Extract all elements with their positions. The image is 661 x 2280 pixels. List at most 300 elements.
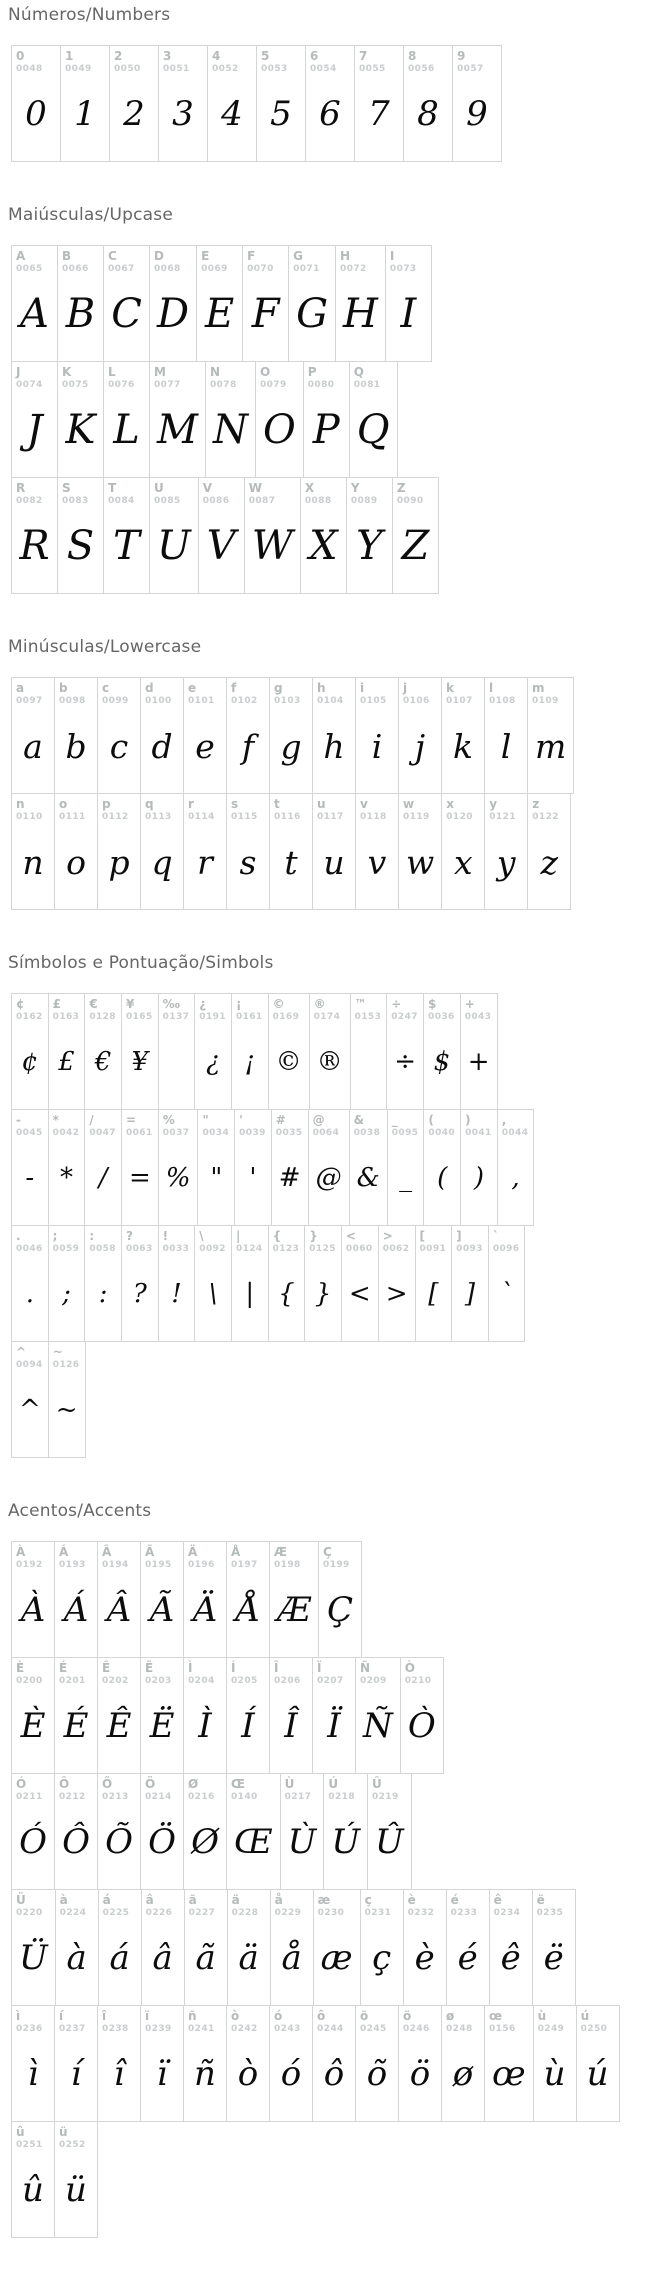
cell-labels <box>269 1226 305 1255</box>
cell-glyph-preview: t <box>284 842 298 882</box>
glyph-cell <box>446 1889 490 2006</box>
cell-glyph-box <box>12 391 57 477</box>
cell-character-label: E <box>201 249 210 263</box>
cell-glyph-box <box>85 1255 121 1341</box>
cell-glyph-box <box>99 1919 141 2005</box>
cell-unicode-code: 0053 <box>261 64 288 74</box>
cell-glyph-preview: ; <box>62 1279 71 1309</box>
cell-labels <box>195 994 231 1023</box>
cell-labels <box>461 994 497 1023</box>
cell-glyph-box <box>368 1803 411 1889</box>
cell-unicode-code: 0241 <box>188 2024 215 2034</box>
cell-glyph-box <box>159 75 207 161</box>
cell-glyph-box <box>232 1255 268 1341</box>
cell-glyph-preview: K <box>65 407 96 453</box>
cell-unicode-code: 0091 <box>419 1244 447 1254</box>
glyph-cell <box>103 477 150 594</box>
cell-labels <box>368 1774 411 1803</box>
cell-labels <box>150 478 198 507</box>
cell-glyph-box <box>12 1571 54 1657</box>
cell-labels <box>453 46 501 75</box>
cell-character-label: ¢ <box>16 997 25 1011</box>
cell-glyph-preview: ' <box>249 1163 257 1193</box>
cell-labels <box>12 1226 48 1255</box>
cell-glyph-box <box>110 75 158 161</box>
cell-glyph-box <box>404 75 452 161</box>
glyph-cell <box>121 1225 159 1342</box>
cell-character-label: K <box>62 365 72 379</box>
glyph-cell <box>183 1657 227 1774</box>
glyph-cell <box>349 361 398 478</box>
cell-glyph-box <box>228 1919 270 2005</box>
cell-glyph-box <box>150 391 205 477</box>
cell-unicode-code: 0042 <box>52 1128 80 1138</box>
cell-character-label: ¿ <box>199 997 207 1011</box>
cell-labels <box>528 794 570 823</box>
cell-unicode-code: 0237 <box>59 2024 86 2034</box>
cell-unicode-code: 0194 <box>102 1560 129 1570</box>
cell-glyph-preview: å <box>281 1938 302 1978</box>
cell-glyph-preview: ¢ <box>21 1047 39 1077</box>
cell-labels <box>159 46 207 75</box>
cell-glyph-box <box>534 2035 576 2121</box>
cell-glyph-box <box>309 1139 349 1225</box>
cell-glyph-box <box>401 1687 443 1773</box>
cell-glyph-box <box>271 1919 313 2005</box>
cell-labels <box>55 2122 97 2151</box>
cell-unicode-code: 0067 <box>108 264 135 274</box>
glyph-cell <box>183 2005 227 2122</box>
cell-character-label: Ø <box>188 1777 199 1791</box>
cell-labels <box>141 1658 183 1687</box>
cell-glyph-box <box>350 1139 387 1225</box>
glyph-cell <box>226 1773 281 1890</box>
cell-unicode-code: 0065 <box>16 264 43 274</box>
cell-unicode-code: 0209 <box>360 1676 387 1686</box>
glyph-cell <box>48 1341 86 1458</box>
cell-unicode-code: 0114 <box>188 812 215 822</box>
cell-character-label: j <box>403 681 408 695</box>
glyph-cell <box>231 1225 269 1342</box>
cell-glyph-preview: Á <box>63 1590 89 1630</box>
cell-character-label: { <box>272 1229 282 1243</box>
cell-character-label: P <box>307 365 317 379</box>
cell-labels <box>314 1890 360 1919</box>
cell-labels <box>304 362 349 391</box>
glyph-cell <box>346 477 393 594</box>
glyph-cell <box>140 1541 184 1658</box>
cell-unicode-code: 0092 <box>199 1244 226 1254</box>
glyph-cell <box>398 793 442 910</box>
cell-glyph-preview: æ <box>320 1938 353 1978</box>
cell-glyph-box <box>12 1371 48 1457</box>
cell-unicode-code: 0251 <box>16 2140 43 2150</box>
cell-labels <box>55 678 97 707</box>
glyph-cell <box>11 1341 49 1458</box>
cell-glyph-box <box>227 1687 269 1773</box>
cell-character-label: # <box>275 1113 286 1127</box>
cell-glyph-box <box>98 707 140 793</box>
cell-labels <box>485 2006 533 2035</box>
cell-labels <box>55 2006 97 2035</box>
cell-glyph-preview: o <box>66 842 86 882</box>
glyph-cell <box>308 1109 350 1226</box>
cell-glyph-preview: / <box>98 1163 108 1193</box>
cell-unicode-code: 0063 <box>125 1244 153 1254</box>
cell-character-label: õ <box>360 2009 369 2023</box>
cell-glyph-preview: f <box>241 726 255 766</box>
cell-unicode-code: 0228 <box>231 1908 259 1918</box>
cell-unicode-code: 0214 <box>145 1792 172 1802</box>
cell-character-label: Ò <box>404 1661 415 1675</box>
cell-glyph-preview: G <box>296 291 329 337</box>
cell-unicode-code: 0232 <box>407 1908 435 1918</box>
cell-labels <box>184 2006 226 2035</box>
cell-glyph-box <box>227 823 269 909</box>
cell-labels <box>388 1110 424 1139</box>
cell-glyph-box <box>12 507 57 593</box>
cell-glyph-box <box>150 507 198 593</box>
cell-glyph-preview: 5 <box>270 94 292 134</box>
cell-glyph-box <box>379 1255 415 1341</box>
cell-unicode-code: 0140 <box>231 1792 258 1802</box>
cell-character-label: ô <box>317 2009 326 2023</box>
cell-glyph-preview: ü <box>65 2170 87 2210</box>
cell-labels <box>197 246 242 275</box>
glyph-cell <box>280 1773 325 1890</box>
cell-glyph-preview: h <box>323 726 345 766</box>
glyph-cell <box>312 793 356 910</box>
glyph-cell <box>54 793 98 910</box>
glyph-row <box>11 1341 661 1458</box>
cell-unicode-code: 0118 <box>360 812 387 822</box>
cell-character-label: 9 <box>457 49 466 63</box>
cell-glyph-preview: Œ <box>234 1822 273 1862</box>
cell-glyph-box <box>195 1023 231 1109</box>
glyph-cell <box>97 1773 141 1890</box>
cell-unicode-code: 0082 <box>16 496 43 506</box>
cell-glyph-preview: 4 <box>221 94 243 134</box>
cell-glyph-box <box>306 75 354 161</box>
cell-character-label: " <box>202 1113 209 1127</box>
cell-unicode-code: 0239 <box>145 2024 172 2034</box>
cell-glyph-preview: ä <box>238 1938 259 1978</box>
cell-glyph-box <box>310 1023 350 1109</box>
cell-unicode-code: 0238 <box>102 2024 129 2034</box>
glyph-cell <box>234 1109 272 1226</box>
glyph-cell <box>97 1541 141 1658</box>
cell-glyph-preview: è <box>414 1938 435 1978</box>
cell-glyph-preview: y <box>496 842 516 882</box>
cell-character-label: 5 <box>261 49 270 63</box>
cell-character-label: Û <box>371 1777 382 1791</box>
cell-character-label: X <box>304 481 315 495</box>
cell-unicode-code: 0207 <box>317 1676 344 1686</box>
cell-unicode-code: 0055 <box>359 64 386 74</box>
cell-labels <box>141 794 183 823</box>
glyph-cell <box>532 1889 576 2006</box>
cell-glyph-box <box>313 1687 355 1773</box>
cell-character-label: u <box>317 797 326 811</box>
cell-glyph-box <box>533 1919 575 2005</box>
glyph-cell <box>533 2005 577 2122</box>
cell-glyph-preview: Ê <box>106 1706 132 1746</box>
cell-unicode-code: 0120 <box>446 812 473 822</box>
cell-unicode-code: 0064 <box>312 1128 340 1138</box>
cell-character-label: i <box>360 681 365 695</box>
cell-glyph-preview: r <box>197 842 213 882</box>
cell-unicode-code: 0169 <box>272 1012 300 1022</box>
cell-labels <box>55 1542 97 1571</box>
cell-glyph-preview: S <box>66 523 95 569</box>
glyph-cell <box>527 793 571 910</box>
cell-character-label: ) <box>465 1113 471 1127</box>
cell-glyph-box <box>490 1919 532 2005</box>
glyph-cell <box>323 1773 368 1890</box>
cell-glyph-preview: v <box>367 842 387 882</box>
cell-glyph-preview: U <box>157 523 191 569</box>
cell-glyph-preview: ¥ <box>131 1047 149 1077</box>
glyph-cell <box>355 677 399 794</box>
cell-glyph-preview: q <box>151 842 173 882</box>
cell-glyph-box <box>159 1139 198 1225</box>
glyph-row <box>11 1541 661 1658</box>
cell-glyph-preview: Ö <box>148 1822 176 1862</box>
glyph-cell <box>194 993 232 1110</box>
glyph-cell <box>57 361 104 478</box>
cell-glyph-preview: Ú <box>331 1822 360 1862</box>
cell-labels <box>528 678 573 707</box>
cell-glyph-preview: N <box>212 407 248 453</box>
cell-labels <box>424 994 460 1023</box>
cell-glyph-preview: ? <box>132 1279 147 1309</box>
glyph-cell <box>198 477 245 594</box>
cell-character-label: Y <box>350 481 360 495</box>
cell-glyph-box <box>12 1919 55 2005</box>
glyph-cell <box>60 45 110 162</box>
cell-glyph-box <box>528 823 570 909</box>
cell-glyph-preview: $ <box>433 1047 451 1077</box>
cell-labels <box>256 362 303 391</box>
cell-labels <box>442 678 484 707</box>
cell-glyph-preview: F <box>251 291 280 337</box>
cell-character-label: î <box>102 2009 107 2023</box>
cell-glyph-box <box>442 707 484 793</box>
cell-unicode-code: 0100 <box>145 696 172 706</box>
glyph-cell <box>207 45 257 162</box>
cell-glyph-preview: " <box>210 1163 223 1193</box>
cell-glyph-preview: 1 <box>74 94 96 134</box>
cell-glyph-box <box>232 1023 268 1109</box>
cell-unicode-code: 0080 <box>307 380 335 390</box>
glyph-row <box>11 1657 661 1774</box>
cell-character-label: ] <box>456 1229 462 1243</box>
cell-character-label: e <box>188 681 197 695</box>
cell-character-label: = <box>125 1113 137 1127</box>
cell-glyph-box <box>55 2035 97 2121</box>
cell-unicode-code: 0105 <box>360 696 387 706</box>
section-numbers <box>8 4 661 162</box>
cell-unicode-code: 0122 <box>532 812 559 822</box>
cell-labels <box>122 1110 158 1139</box>
cell-labels <box>351 994 387 1023</box>
glyph-row <box>11 361 661 478</box>
cell-character-label: s <box>231 797 239 811</box>
glyph-cell <box>11 1773 55 1890</box>
glyph-cell <box>54 1773 98 1890</box>
glyph-cell <box>441 793 485 910</box>
section-title-accents: Acentos/Accents <box>8 1501 152 1521</box>
cell-labels <box>55 1658 97 1687</box>
cell-glyph-preview: P <box>312 407 340 453</box>
cell-glyph-box <box>453 75 501 161</box>
cell-unicode-code: 0116 <box>274 812 301 822</box>
cell-glyph-box <box>235 1139 271 1225</box>
cell-labels <box>356 2006 398 2035</box>
cell-character-label: é <box>450 1893 459 1907</box>
cell-glyph-preview: Ç <box>327 1590 354 1630</box>
cell-labels <box>12 1658 54 1687</box>
cell-labels <box>232 994 268 1023</box>
cell-unicode-code: 0081 <box>353 380 381 390</box>
cell-labels <box>12 2006 54 2035</box>
cell-labels <box>442 794 484 823</box>
cell-glyph-box <box>313 2035 355 2121</box>
cell-labels <box>12 1342 48 1371</box>
cell-glyph-preview: C <box>111 291 142 337</box>
cell-labels <box>301 478 346 507</box>
cell-labels <box>208 46 256 75</box>
glyph-cell <box>484 793 528 910</box>
cell-character-label: ? <box>125 1229 133 1243</box>
glyph-cell <box>54 1541 98 1658</box>
glyph-cell <box>226 1657 270 1774</box>
cell-labels <box>356 1658 400 1687</box>
cell-labels <box>313 2006 355 2035</box>
cell-glyph-preview: p <box>108 842 130 882</box>
cell-character-label: _ <box>391 1113 398 1127</box>
cell-labels <box>310 994 350 1023</box>
cell-glyph-preview: L <box>113 407 140 453</box>
cell-glyph-box <box>49 1255 85 1341</box>
cell-labels <box>306 46 354 75</box>
cell-glyph-preview: W <box>251 523 293 569</box>
cell-character-label: ! <box>162 1229 169 1243</box>
cell-character-label: ó <box>274 2009 283 2023</box>
glyph-cell <box>355 2005 399 2122</box>
cell-labels <box>289 246 335 275</box>
glyph-cell <box>54 677 98 794</box>
glyph-cell <box>11 1541 55 1658</box>
cell-character-label: M <box>154 365 166 379</box>
cell-glyph-box <box>442 2035 484 2121</box>
cell-glyph-preview: 3 <box>172 94 194 134</box>
cell-labels <box>85 994 121 1023</box>
cell-glyph-preview: E <box>204 291 235 337</box>
cell-unicode-code: 0041 <box>465 1128 492 1138</box>
cell-character-label: \ <box>199 1229 204 1243</box>
cell-glyph-box <box>386 275 431 361</box>
glyph-cell <box>398 677 442 794</box>
cell-glyph-box <box>185 1919 227 2005</box>
cell-character-label: $ <box>428 997 437 1011</box>
cell-unicode-code: 0124 <box>235 1244 263 1254</box>
cell-character-label: Ê <box>102 1661 111 1675</box>
cell-glyph-box <box>206 391 255 477</box>
cell-unicode-code: 0047 <box>89 1128 116 1138</box>
cell-unicode-code: 0196 <box>188 1560 215 1570</box>
cell-glyph-box <box>313 707 355 793</box>
cell-glyph-box <box>485 707 527 793</box>
cell-labels <box>350 362 397 391</box>
glyph-cell <box>11 2005 55 2122</box>
cell-glyph-preview: ¡ <box>244 1047 255 1077</box>
cell-glyph-preview: O <box>262 407 296 453</box>
glyph-cell <box>183 793 227 910</box>
cell-labels <box>379 1226 415 1255</box>
cell-glyph-preview: J <box>26 407 43 453</box>
cell-glyph-box <box>272 1139 308 1225</box>
cell-unicode-code: 0046 <box>16 1244 43 1254</box>
cell-labels <box>55 1774 97 1803</box>
glyph-cell <box>349 1109 388 1226</box>
cell-labels <box>159 994 195 1023</box>
cell-glyph-preview: e <box>195 726 215 766</box>
glyph-table-lowercase <box>11 677 661 910</box>
cell-glyph-preview: 2 <box>123 94 145 134</box>
cell-character-label: b <box>59 681 68 695</box>
cell-labels <box>98 1542 140 1571</box>
glyph-cell <box>242 245 289 362</box>
cell-labels <box>227 678 269 707</box>
cell-labels <box>104 246 149 275</box>
cell-labels <box>141 1774 183 1803</box>
glyph-row <box>11 677 661 794</box>
glyph-cell <box>84 1225 122 1342</box>
glyph-cell <box>269 1541 319 1658</box>
cell-unicode-code: 0069 <box>201 264 228 274</box>
cell-glyph-box <box>58 507 103 593</box>
cell-character-label: v <box>360 797 368 811</box>
cell-labels <box>485 678 527 707</box>
section-lowercase <box>8 636 661 910</box>
glyph-cell <box>256 45 306 162</box>
cell-glyph-box <box>184 1803 226 1889</box>
cell-character-label: ø <box>446 2009 455 2023</box>
glyph-cell <box>484 2005 534 2122</box>
cell-labels <box>184 678 226 707</box>
glyph-cell <box>54 1657 98 1774</box>
glyph-cell <box>158 45 208 162</box>
cell-glyph-preview: i <box>371 726 383 766</box>
cell-glyph-box <box>198 1139 234 1225</box>
cell-character-label: p <box>102 797 111 811</box>
cell-unicode-code: 0217 <box>284 1792 312 1802</box>
glyph-cell <box>11 477 58 594</box>
cell-unicode-code: 0231 <box>364 1908 392 1918</box>
cell-unicode-code: 0125 <box>309 1244 336 1254</box>
cell-labels <box>110 46 158 75</box>
cell-character-label: Â <box>102 1545 112 1559</box>
cell-unicode-code: 0200 <box>16 1676 43 1686</box>
cell-character-label: å <box>274 1893 283 1907</box>
cell-glyph-box <box>12 2151 54 2237</box>
cell-unicode-code: 0236 <box>16 2024 43 2034</box>
cell-labels <box>58 478 103 507</box>
cell-labels <box>99 1890 141 1919</box>
cell-character-label: z <box>532 797 540 811</box>
cell-labels <box>98 678 140 707</box>
